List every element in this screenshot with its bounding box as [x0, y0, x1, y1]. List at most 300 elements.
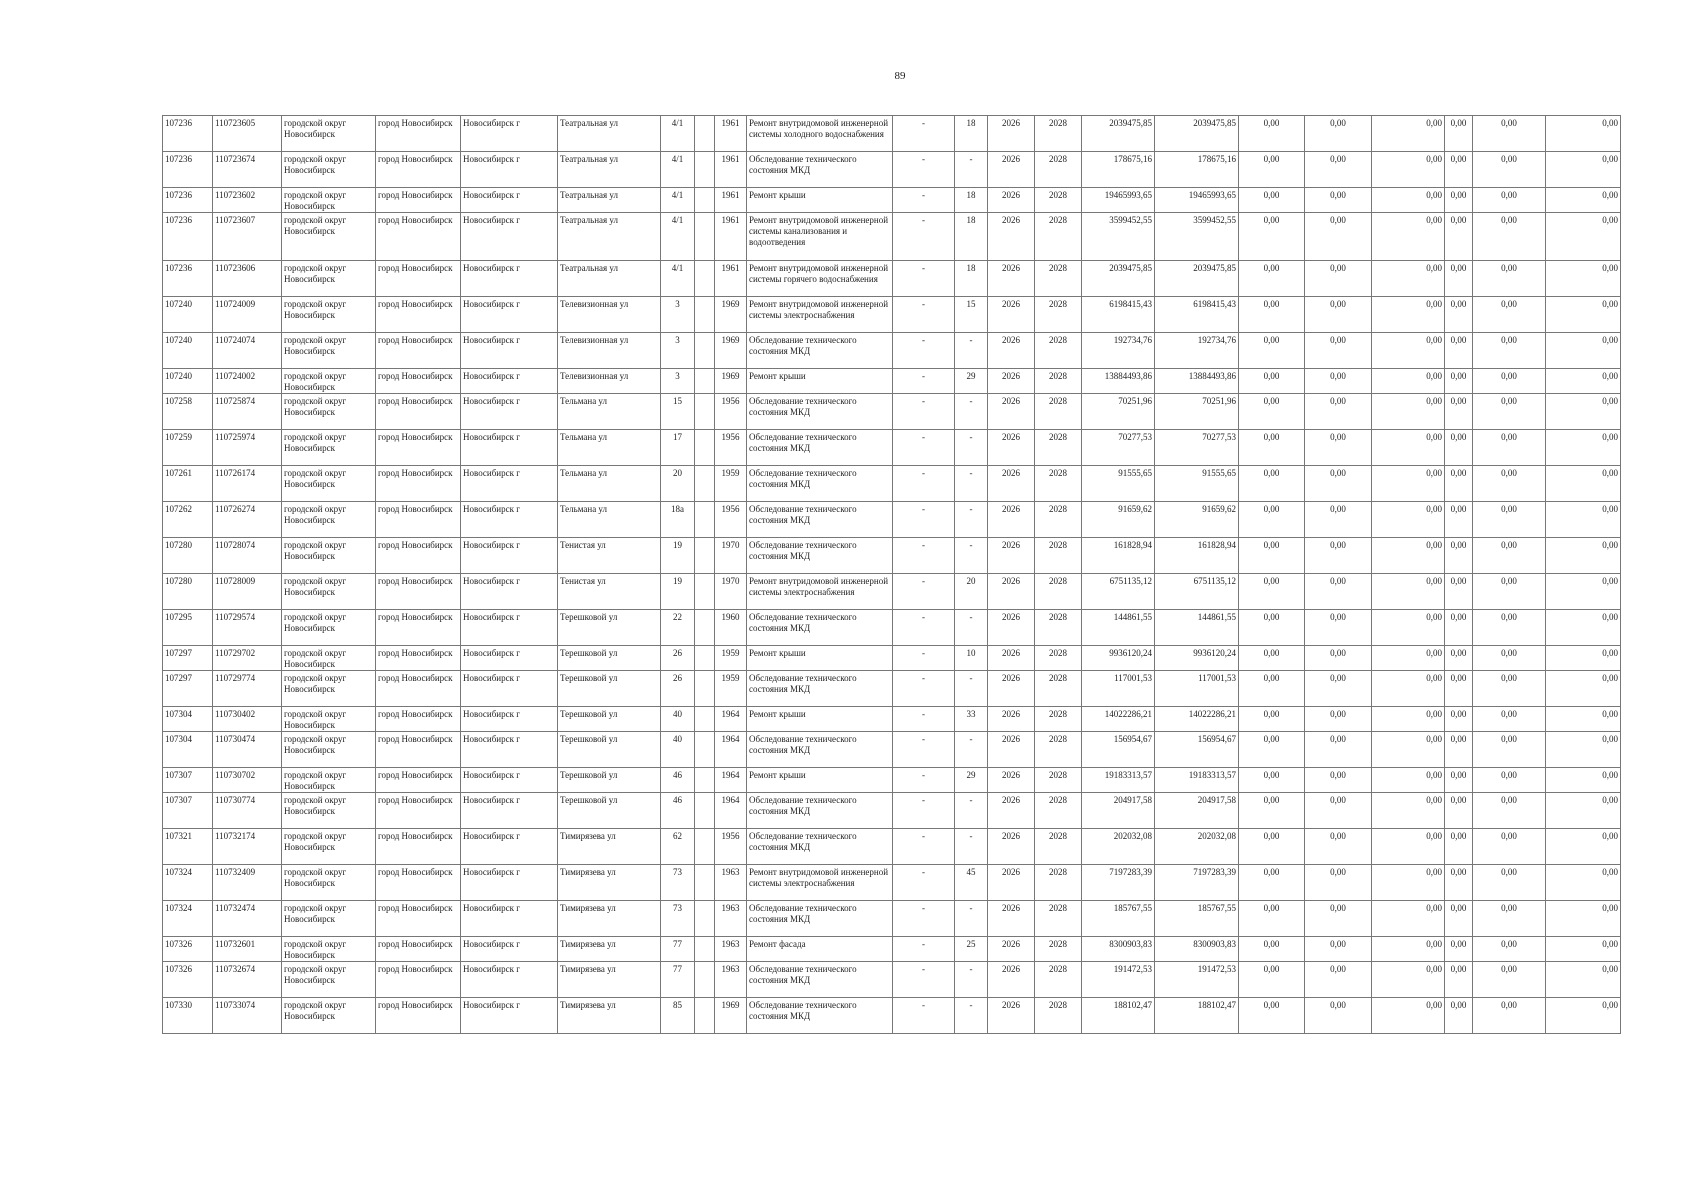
cell-sum2: 19465993,65 — [1155, 188, 1239, 213]
cell-street: Терешковой ул — [558, 610, 661, 646]
cell-y2: 2028 — [1035, 829, 1082, 865]
cell-year: 1961 — [715, 261, 747, 297]
cell-korp — [695, 901, 715, 937]
cell-street: Тимирязева ул — [558, 901, 661, 937]
cell-work: Ремонт фасада — [747, 937, 893, 962]
cell-z3: 0,00 — [1372, 466, 1445, 502]
cell-work: Ремонт крыши — [747, 707, 893, 732]
cell-house: 19 — [661, 574, 695, 610]
cell-np: Новосибирск г — [461, 646, 558, 671]
cell-year: 1960 — [715, 610, 747, 646]
cell-sum1: 161828,94 — [1082, 538, 1155, 574]
cell-work: Ремонт крыши — [747, 646, 893, 671]
cell-gorod: город Новосибирск — [376, 732, 461, 768]
cell-np: Новосибирск г — [461, 671, 558, 707]
cell-life: 45 — [955, 865, 988, 901]
cell-z6: 0,00 — [1546, 261, 1621, 297]
cell-korp — [695, 937, 715, 962]
cell-house: 4/1 — [661, 116, 695, 152]
cell-house: 17 — [661, 430, 695, 466]
cell-year: 1961 — [715, 213, 747, 261]
cell-id: 107259 — [163, 430, 213, 466]
cell-sum2: 70277,53 — [1155, 430, 1239, 466]
cell-z1: 0,00 — [1239, 901, 1305, 937]
cell-z3: 0,00 — [1372, 430, 1445, 466]
cell-work: Обследование технического состояния МКД — [747, 671, 893, 707]
cell-z3: 0,00 — [1372, 671, 1445, 707]
cell-code: 110728074 — [213, 538, 282, 574]
table-row — [163, 333, 1621, 369]
cell-id: 107330 — [163, 998, 213, 1034]
cell-korp — [695, 646, 715, 671]
cell-z4: 0,00 — [1445, 646, 1473, 671]
cell-sum2: 2039475,85 — [1155, 116, 1239, 152]
cell-y1: 2026 — [988, 333, 1035, 369]
cell-korp — [695, 116, 715, 152]
cell-year: 1959 — [715, 671, 747, 707]
cell-id: 107280 — [163, 538, 213, 574]
cell-id: 107240 — [163, 297, 213, 333]
cell-sum1: 19465993,65 — [1082, 188, 1155, 213]
cell-z2: 0,00 — [1305, 865, 1372, 901]
table-row — [163, 430, 1621, 466]
table-row — [163, 297, 1621, 333]
cell-work: Ремонт внутридомовой инженерной системы электроснабжения — [747, 574, 893, 610]
cell-code: 110726274 — [213, 502, 282, 538]
cell-z6: 0,00 — [1546, 430, 1621, 466]
cell-sum2: 3599452,55 — [1155, 213, 1239, 261]
cell-sum2: 2039475,85 — [1155, 261, 1239, 297]
cell-z3: 0,00 — [1372, 793, 1445, 829]
table-row — [163, 829, 1621, 865]
cell-z2: 0,00 — [1305, 610, 1372, 646]
cell-z5: 0,00 — [1473, 574, 1546, 610]
cell-z4: 0,00 — [1445, 466, 1473, 502]
cell-work: Ремонт внутридомовой инженерной системы горячего водоснабжения — [747, 261, 893, 297]
cell-gorod: город Новосибирск — [376, 962, 461, 998]
table-row — [163, 671, 1621, 707]
cell-y1: 2026 — [988, 998, 1035, 1034]
cell-code: 110723607 — [213, 213, 282, 261]
cell-work: Обследование технического состояния МКД — [747, 538, 893, 574]
table-row — [163, 901, 1621, 937]
cell-sum2: 144861,55 — [1155, 610, 1239, 646]
cell-z3: 0,00 — [1372, 574, 1445, 610]
cell-mark: - — [893, 502, 955, 538]
cell-z4: 0,00 — [1445, 707, 1473, 732]
cell-id: 107262 — [163, 502, 213, 538]
cell-year: 1969 — [715, 998, 747, 1034]
cell-id: 107236 — [163, 261, 213, 297]
cell-z3: 0,00 — [1372, 998, 1445, 1034]
cell-life: 18 — [955, 261, 988, 297]
cell-np: Новосибирск г — [461, 152, 558, 188]
cell-life: - — [955, 333, 988, 369]
cell-y1: 2026 — [988, 574, 1035, 610]
cell-id: 107236 — [163, 116, 213, 152]
cell-code: 110724002 — [213, 369, 282, 394]
cell-sum1: 3599452,55 — [1082, 213, 1155, 261]
cell-code: 110730474 — [213, 732, 282, 768]
cell-street: Тенистая ул — [558, 538, 661, 574]
cell-korp — [695, 732, 715, 768]
cell-sum1: 6198415,43 — [1082, 297, 1155, 333]
cell-street: Тимирязева ул — [558, 865, 661, 901]
cell-z4: 0,00 — [1445, 261, 1473, 297]
cell-z3: 0,00 — [1372, 152, 1445, 188]
cell-z3: 0,00 — [1372, 333, 1445, 369]
cell-z2: 0,00 — [1305, 261, 1372, 297]
cell-z3: 0,00 — [1372, 901, 1445, 937]
cell-house: 26 — [661, 671, 695, 707]
cell-mark: - — [893, 610, 955, 646]
cell-gorod: город Новосибирск — [376, 116, 461, 152]
cell-mark: - — [893, 394, 955, 430]
cell-sum2: 9936120,24 — [1155, 646, 1239, 671]
cell-z5: 0,00 — [1473, 152, 1546, 188]
cell-code: 110723674 — [213, 152, 282, 188]
cell-y1: 2026 — [988, 865, 1035, 901]
cell-y1: 2026 — [988, 466, 1035, 502]
cell-z5: 0,00 — [1473, 646, 1546, 671]
cell-house: 4/1 — [661, 261, 695, 297]
cell-y2: 2028 — [1035, 646, 1082, 671]
cell-np: Новосибирск г — [461, 538, 558, 574]
cell-life: - — [955, 901, 988, 937]
cell-z2: 0,00 — [1305, 671, 1372, 707]
cell-id: 107280 — [163, 574, 213, 610]
repair-register-table — [162, 115, 1621, 1034]
cell-sum1: 70251,96 — [1082, 394, 1155, 430]
cell-id: 107240 — [163, 333, 213, 369]
cell-sum2: 188102,47 — [1155, 998, 1239, 1034]
cell-mark: - — [893, 829, 955, 865]
cell-z5: 0,00 — [1473, 538, 1546, 574]
cell-z6: 0,00 — [1546, 829, 1621, 865]
cell-y2: 2028 — [1035, 369, 1082, 394]
cell-work: Обследование технического состояния МКД — [747, 466, 893, 502]
cell-year: 1956 — [715, 430, 747, 466]
cell-z4: 0,00 — [1445, 793, 1473, 829]
cell-y2: 2028 — [1035, 574, 1082, 610]
cell-street: Театральная ул — [558, 116, 661, 152]
cell-work: Обследование технического состояния МКД — [747, 430, 893, 466]
cell-okrug: городской округ Новосибирск — [282, 430, 376, 466]
cell-z6: 0,00 — [1546, 333, 1621, 369]
cell-z1: 0,00 — [1239, 610, 1305, 646]
cell-y1: 2026 — [988, 188, 1035, 213]
cell-z6: 0,00 — [1546, 116, 1621, 152]
cell-code: 110730774 — [213, 793, 282, 829]
cell-z6: 0,00 — [1546, 998, 1621, 1034]
cell-okrug: городской округ Новосибирск — [282, 466, 376, 502]
cell-z5: 0,00 — [1473, 901, 1546, 937]
cell-code: 110725974 — [213, 430, 282, 466]
cell-id: 107324 — [163, 865, 213, 901]
cell-korp — [695, 574, 715, 610]
cell-z4: 0,00 — [1445, 369, 1473, 394]
cell-z1: 0,00 — [1239, 574, 1305, 610]
cell-z1: 0,00 — [1239, 865, 1305, 901]
table-row — [163, 937, 1621, 962]
cell-z6: 0,00 — [1546, 707, 1621, 732]
cell-sum2: 202032,08 — [1155, 829, 1239, 865]
cell-z4: 0,00 — [1445, 610, 1473, 646]
cell-street: Театральная ул — [558, 213, 661, 261]
cell-house: 22 — [661, 610, 695, 646]
cell-z2: 0,00 — [1305, 793, 1372, 829]
cell-z6: 0,00 — [1546, 394, 1621, 430]
table-row — [163, 962, 1621, 998]
cell-street: Театральная ул — [558, 188, 661, 213]
cell-z4: 0,00 — [1445, 116, 1473, 152]
cell-work: Обследование технического состояния МКД — [747, 962, 893, 998]
cell-z5: 0,00 — [1473, 998, 1546, 1034]
cell-sum1: 185767,55 — [1082, 901, 1155, 937]
cell-y1: 2026 — [988, 152, 1035, 188]
cell-z2: 0,00 — [1305, 369, 1372, 394]
cell-np: Новосибирск г — [461, 962, 558, 998]
cell-z4: 0,00 — [1445, 152, 1473, 188]
cell-np: Новосибирск г — [461, 188, 558, 213]
cell-z2: 0,00 — [1305, 333, 1372, 369]
cell-y1: 2026 — [988, 297, 1035, 333]
cell-id: 107321 — [163, 829, 213, 865]
cell-mark: - — [893, 574, 955, 610]
cell-life: 15 — [955, 297, 988, 333]
cell-z1: 0,00 — [1239, 829, 1305, 865]
cell-street: Тельмана ул — [558, 466, 661, 502]
cell-year: 1970 — [715, 574, 747, 610]
cell-year: 1961 — [715, 152, 747, 188]
cell-mark: - — [893, 466, 955, 502]
cell-sum2: 91659,62 — [1155, 502, 1239, 538]
cell-z2: 0,00 — [1305, 707, 1372, 732]
cell-z5: 0,00 — [1473, 213, 1546, 261]
cell-life: - — [955, 998, 988, 1034]
cell-mark: - — [893, 646, 955, 671]
cell-np: Новосибирск г — [461, 213, 558, 261]
cell-y1: 2026 — [988, 829, 1035, 865]
cell-life: 33 — [955, 707, 988, 732]
cell-life: - — [955, 962, 988, 998]
cell-house: 3 — [661, 333, 695, 369]
cell-street: Терешковой ул — [558, 707, 661, 732]
cell-id: 107307 — [163, 768, 213, 793]
cell-street: Тенистая ул — [558, 574, 661, 610]
cell-mark: - — [893, 116, 955, 152]
cell-korp — [695, 394, 715, 430]
cell-sum2: 14022286,21 — [1155, 707, 1239, 732]
cell-year: 1969 — [715, 333, 747, 369]
cell-id: 107297 — [163, 646, 213, 671]
table-row — [163, 707, 1621, 732]
cell-z4: 0,00 — [1445, 732, 1473, 768]
table-row — [163, 998, 1621, 1034]
cell-z5: 0,00 — [1473, 865, 1546, 901]
cell-z5: 0,00 — [1473, 671, 1546, 707]
cell-okrug: городской округ Новосибирск — [282, 962, 376, 998]
cell-z1: 0,00 — [1239, 261, 1305, 297]
cell-z1: 0,00 — [1239, 369, 1305, 394]
cell-z5: 0,00 — [1473, 297, 1546, 333]
cell-year: 1961 — [715, 116, 747, 152]
table-row — [163, 213, 1621, 261]
cell-z2: 0,00 — [1305, 901, 1372, 937]
cell-id: 107307 — [163, 793, 213, 829]
cell-z1: 0,00 — [1239, 646, 1305, 671]
cell-korp — [695, 671, 715, 707]
cell-sum2: 178675,16 — [1155, 152, 1239, 188]
cell-korp — [695, 829, 715, 865]
cell-z1: 0,00 — [1239, 937, 1305, 962]
cell-house: 85 — [661, 998, 695, 1034]
cell-np: Новосибирск г — [461, 116, 558, 152]
cell-life: 20 — [955, 574, 988, 610]
cell-house: 77 — [661, 937, 695, 962]
table-row — [163, 538, 1621, 574]
cell-okrug: городской округ Новосибирск — [282, 732, 376, 768]
cell-korp — [695, 962, 715, 998]
cell-korp — [695, 793, 715, 829]
cell-y1: 2026 — [988, 707, 1035, 732]
cell-z6: 0,00 — [1546, 369, 1621, 394]
cell-z2: 0,00 — [1305, 732, 1372, 768]
cell-z6: 0,00 — [1546, 297, 1621, 333]
cell-y2: 2028 — [1035, 261, 1082, 297]
cell-z3: 0,00 — [1372, 829, 1445, 865]
cell-okrug: городской округ Новосибирск — [282, 538, 376, 574]
cell-year: 1963 — [715, 901, 747, 937]
cell-z1: 0,00 — [1239, 998, 1305, 1034]
cell-z6: 0,00 — [1546, 188, 1621, 213]
cell-house: 26 — [661, 646, 695, 671]
cell-year: 1963 — [715, 865, 747, 901]
cell-code: 110732474 — [213, 901, 282, 937]
cell-id: 107295 — [163, 610, 213, 646]
cell-gorod: город Новосибирск — [376, 369, 461, 394]
cell-id: 107236 — [163, 213, 213, 261]
cell-z2: 0,00 — [1305, 466, 1372, 502]
cell-z5: 0,00 — [1473, 707, 1546, 732]
cell-life: - — [955, 610, 988, 646]
cell-y1: 2026 — [988, 646, 1035, 671]
cell-sum2: 156954,67 — [1155, 732, 1239, 768]
cell-korp — [695, 865, 715, 901]
cell-house: 73 — [661, 865, 695, 901]
cell-z2: 0,00 — [1305, 297, 1372, 333]
cell-np: Новосибирск г — [461, 732, 558, 768]
cell-z2: 0,00 — [1305, 213, 1372, 261]
cell-okrug: городской округ Новосибирск — [282, 152, 376, 188]
cell-code: 110729702 — [213, 646, 282, 671]
cell-y2: 2028 — [1035, 188, 1082, 213]
cell-y1: 2026 — [988, 261, 1035, 297]
cell-z5: 0,00 — [1473, 116, 1546, 152]
cell-life: - — [955, 793, 988, 829]
cell-sum2: 192734,76 — [1155, 333, 1239, 369]
cell-street: Терешковой ул — [558, 732, 661, 768]
cell-z6: 0,00 — [1546, 793, 1621, 829]
cell-z6: 0,00 — [1546, 901, 1621, 937]
cell-street: Телевизионная ул — [558, 297, 661, 333]
cell-mark: - — [893, 213, 955, 261]
cell-year: 1959 — [715, 646, 747, 671]
cell-z1: 0,00 — [1239, 116, 1305, 152]
cell-korp — [695, 466, 715, 502]
table-row — [163, 394, 1621, 430]
cell-okrug: городской округ Новосибирск — [282, 574, 376, 610]
cell-year: 1961 — [715, 188, 747, 213]
cell-z2: 0,00 — [1305, 768, 1372, 793]
cell-okrug: городской округ Новосибирск — [282, 901, 376, 937]
cell-z5: 0,00 — [1473, 188, 1546, 213]
cell-korp — [695, 610, 715, 646]
cell-sum1: 9936120,24 — [1082, 646, 1155, 671]
cell-okrug: городской округ Новосибирск — [282, 998, 376, 1034]
cell-gorod: город Новосибирск — [376, 261, 461, 297]
cell-sum2: 19183313,57 — [1155, 768, 1239, 793]
cell-sum1: 2039475,85 — [1082, 116, 1155, 152]
cell-y2: 2028 — [1035, 394, 1082, 430]
cell-z4: 0,00 — [1445, 937, 1473, 962]
cell-z4: 0,00 — [1445, 574, 1473, 610]
cell-z2: 0,00 — [1305, 152, 1372, 188]
cell-street: Терешковой ул — [558, 646, 661, 671]
cell-z6: 0,00 — [1546, 466, 1621, 502]
cell-np: Новосибирск г — [461, 998, 558, 1034]
cell-house: 19 — [661, 538, 695, 574]
cell-y2: 2028 — [1035, 116, 1082, 152]
cell-gorod: город Новосибирск — [376, 610, 461, 646]
cell-work: Ремонт внутридомовой инженерной системы электроснабжения — [747, 865, 893, 901]
cell-y2: 2028 — [1035, 998, 1082, 1034]
cell-code: 110730702 — [213, 768, 282, 793]
cell-okrug: городской округ Новосибирск — [282, 213, 376, 261]
cell-z6: 0,00 — [1546, 671, 1621, 707]
cell-sum1: 144861,55 — [1082, 610, 1155, 646]
cell-gorod: город Новосибирск — [376, 466, 461, 502]
cell-z5: 0,00 — [1473, 793, 1546, 829]
cell-z4: 0,00 — [1445, 430, 1473, 466]
cell-okrug: городской округ Новосибирск — [282, 394, 376, 430]
cell-korp — [695, 261, 715, 297]
cell-sum2: 191472,53 — [1155, 962, 1239, 998]
cell-okrug: городской округ Новосибирск — [282, 793, 376, 829]
cell-sum1: 192734,76 — [1082, 333, 1155, 369]
cell-z6: 0,00 — [1546, 768, 1621, 793]
cell-z2: 0,00 — [1305, 394, 1372, 430]
cell-okrug: городской округ Новосибирск — [282, 768, 376, 793]
cell-gorod: город Новосибирск — [376, 333, 461, 369]
cell-z5: 0,00 — [1473, 829, 1546, 865]
cell-okrug: городской округ Новосибирск — [282, 116, 376, 152]
cell-np: Новосибирск г — [461, 865, 558, 901]
cell-np: Новосибирск г — [461, 829, 558, 865]
cell-house: 40 — [661, 732, 695, 768]
cell-code: 110726174 — [213, 466, 282, 502]
table-row — [163, 574, 1621, 610]
cell-okrug: городской округ Новосибирск — [282, 297, 376, 333]
cell-okrug: городской округ Новосибирск — [282, 188, 376, 213]
cell-street: Терешковой ул — [558, 768, 661, 793]
cell-code: 110732674 — [213, 962, 282, 998]
cell-sum1: 91555,65 — [1082, 466, 1155, 502]
cell-okrug: городской округ Новосибирск — [282, 937, 376, 962]
cell-y2: 2028 — [1035, 865, 1082, 901]
cell-mark: - — [893, 261, 955, 297]
cell-work: Обследование технического состояния МКД — [747, 732, 893, 768]
